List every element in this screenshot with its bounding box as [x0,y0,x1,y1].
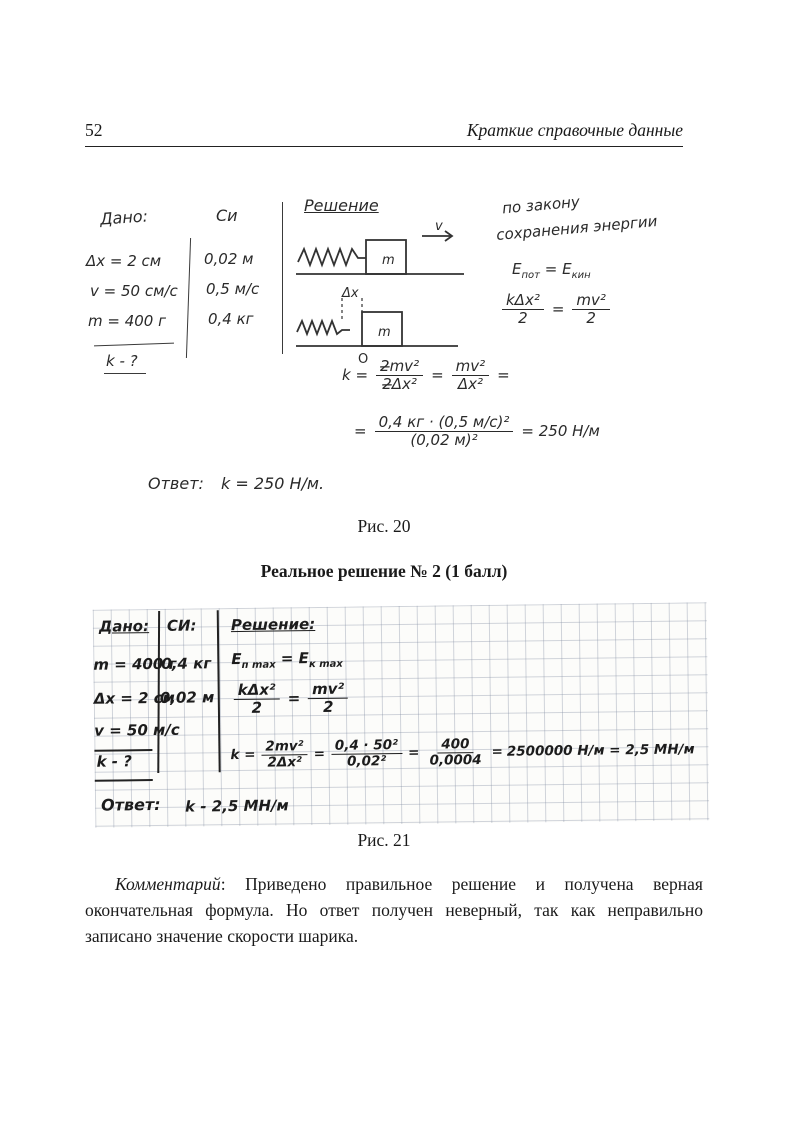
equals-sign: = [551,300,565,318]
denominator: 0,0004 [429,751,482,769]
figure-21-caption: Рис. 21 [357,830,411,850]
equals-sign: = [313,746,326,763]
column-divider [217,610,221,772]
k-derivation-equation [342,358,510,392]
energy-equation [231,649,343,671]
answer-line [148,474,324,493]
running-header-title: Краткие справочные данные [466,120,683,140]
denominator: 0,02² [346,753,387,770]
answer-value: k = 250 Н/м. [221,474,325,493]
si-item: 0,5 м/с [206,280,260,298]
figure-20-caption: Рис. 20 [357,516,411,536]
fraction [308,681,348,715]
denominator: 2 [586,308,596,327]
si-label: СИ: [166,616,197,635]
calculation-result: 2500000 Н/м = 2,5 МН/м [506,741,695,761]
given-item: v = 50 см/с [90,282,178,300]
si-item: 0,02 м [204,250,254,268]
energy-rhs-sub: кин [571,270,591,281]
k-equals: k = [342,366,369,384]
delta-x-label: Δx [342,286,359,301]
figure-21-handwritten-solution [93,602,710,827]
find-value: k - ? [104,352,146,374]
answer-label: Ответ: [100,794,161,815]
given-item: v = 50 м/с [94,720,180,740]
numerator: 0,4 кг · (0,5 м/с)² [375,414,514,432]
solution-label: Решение: [230,615,316,635]
energy-lhs-sub: п max [241,659,276,671]
denominator: 2Δx² [267,754,302,771]
si-item: 0,02 м [159,688,215,707]
equals-sign: = [544,260,558,278]
numerator: mv² [572,292,610,310]
commentary-text: : Приведено правильное решение и получена верная окончательная формула. Но ответ получен неверный, так как неправильно записано значение скорости шарика. [85,874,703,946]
equals-sign: = [497,366,510,384]
energy-lhs: E [512,260,522,278]
si-label: Си [216,206,238,225]
given-item: m = 400 г [93,654,177,674]
numerator: 400 [437,737,473,753]
fraction [261,739,308,770]
commentary-paragraph [85,872,703,950]
equals-sign: = [354,422,367,440]
calculation-result: = 250 Н/м [521,422,600,440]
answer-label: Ответ: [148,474,204,493]
divider-line [94,343,174,347]
fraction [331,738,403,770]
velocity-label: v [435,219,443,234]
fraction [502,292,544,326]
numerator: 2̶mv² [376,358,423,376]
denominator: Δx² [457,374,483,393]
section-heading: Реальное решение № 2 (1 балл) [260,561,508,581]
main-equation [500,292,612,326]
equals-sign: = [431,366,444,384]
divider-line [95,779,153,782]
find-value: k - ? [96,752,133,771]
energy-rhs: E [562,260,572,278]
denominator: (0,02 м)² [410,430,478,449]
given-item: Δx = 2 см [93,688,175,708]
solution-label: Решение [304,196,379,215]
given-item: Δx = 2 см [86,252,162,270]
page-header [85,120,683,147]
origin-label: O [358,352,369,367]
k-derivation-equation [230,734,694,770]
energy-lhs: E [231,649,242,669]
fraction [425,737,485,768]
numerator: mv² [452,358,490,376]
law-text-line1: по закону [501,192,581,218]
numerator: kΔx² [234,681,280,699]
mass-label: m [378,325,391,340]
si-item: 0,4 кг [208,310,254,328]
denominator: 2̶Δx² [382,374,417,393]
given-label: Дано: [98,617,150,636]
fraction [375,414,514,448]
spring-mass-diagram-compressed [294,288,464,366]
si-item: 0,4 кг [161,654,212,673]
given-label: Дано: [99,206,149,229]
given-item: m = 400 г [88,312,166,330]
denominator: 2 [518,308,528,327]
numerator: 0,4 · 50² [331,738,402,755]
law-text-line2: сохранения энергии [495,211,659,245]
page-number: 52 [85,120,103,140]
fraction [452,358,490,392]
fraction [572,292,610,326]
spring-mass-diagram-moving [294,219,469,286]
fraction [234,681,280,716]
figure-20-handwritten-solution [86,192,682,510]
column-divider [186,238,191,358]
column-divider [282,202,283,354]
divider-line [94,749,152,752]
equals-sign: = [287,689,301,708]
equals-sign: = [280,649,294,668]
commentary-label: Комментарий [115,874,221,894]
denominator: 2 [251,698,263,717]
energy-rhs: E [298,649,309,668]
answer-value: k - 2,5 МН/м [184,796,289,816]
energy-equation [512,260,591,281]
numerator: mv² [308,681,348,699]
fraction [376,358,423,392]
numerator: 2mv² [261,739,307,755]
energy-lhs-sub: пот [521,270,540,281]
k-equals: k = [230,747,256,764]
mass-label: m [382,253,395,268]
energy-rhs-sub: к max [308,658,343,671]
numerator: kΔx² [502,292,544,310]
equals-sign: = [491,744,503,761]
numeric-calculation [354,414,600,448]
main-equation [232,681,351,716]
denominator: 2 [322,697,334,716]
equals-sign: = [408,745,420,762]
